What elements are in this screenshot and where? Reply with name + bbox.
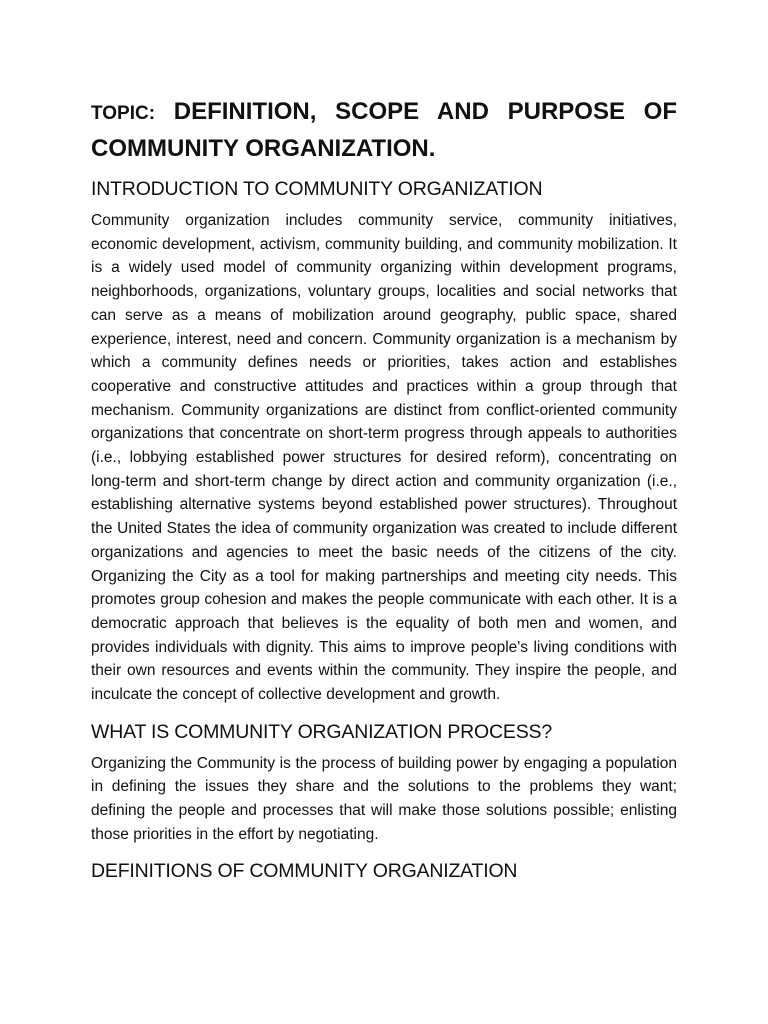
process-paragraph: Organizing the Community is the process of building power by engaging a population in defining the issues they share and the solutions to the problems they want; defining the people and processes that will make those solutions possible; enlisting those priorities in the effort by negotiating. — [91, 754, 677, 843]
intro-paragraph: Community organization includes community service, community initiatives, economic development, activism, community building, and community mobilization. It is a widely used model of community organizing within development programs, neighborhoods, organizations, voluntary groups, localities and social networks that can serve as a means of mobilization around geography, public space, shared experience, interest, need and concern. Community organization is a mechanism by which a community defines needs or priorities, takes action and establishes cooperative and constructive attitudes and practices within a group through that mechanism. Community organizations are distinct from conflict-oriented community organizations that concentrate on short-term progress through appeals to authorities (i.e., lobbying established power structures for desired reform), concentrating on long-term and short-term change by direct action and community organization (i.e., establishing alternative systems beyond established power structures). Throughout the United States the idea of community organization was created to include different organizations and agencies to meet the basic needs of the citizens of the city. Organizing the City as a tool for making partnerships and meeting city needs. This promotes group cohesion and makes the people communicate with each other. It is a democratic approach that believes is the equality of both men and women, and provides individuals with dignity. This aims to improve people's living conditions with their own resources and events within the community. They inspire the people, and inculcate the concept of collective development and growth. — [91, 212, 677, 704]
document-title — [91, 94, 677, 166]
document-page — [91, 94, 677, 885]
process-heading: WHAT IS COMMUNITY ORGANIZATION PROCESS? — [91, 720, 552, 743]
intro-heading: INTRODUCTION TO COMMUNITY ORGANIZATION — [91, 178, 543, 200]
topic-title: DEFINITION, SCOPE AND PURPOSE OF COMMUNITY ORGANIZATION. — [91, 98, 678, 162]
definitions-heading: DEFINITIONS OF COMMUNITY ORGANIZATION — [91, 859, 518, 882]
topic-label: TOPIC: — [91, 103, 156, 124]
